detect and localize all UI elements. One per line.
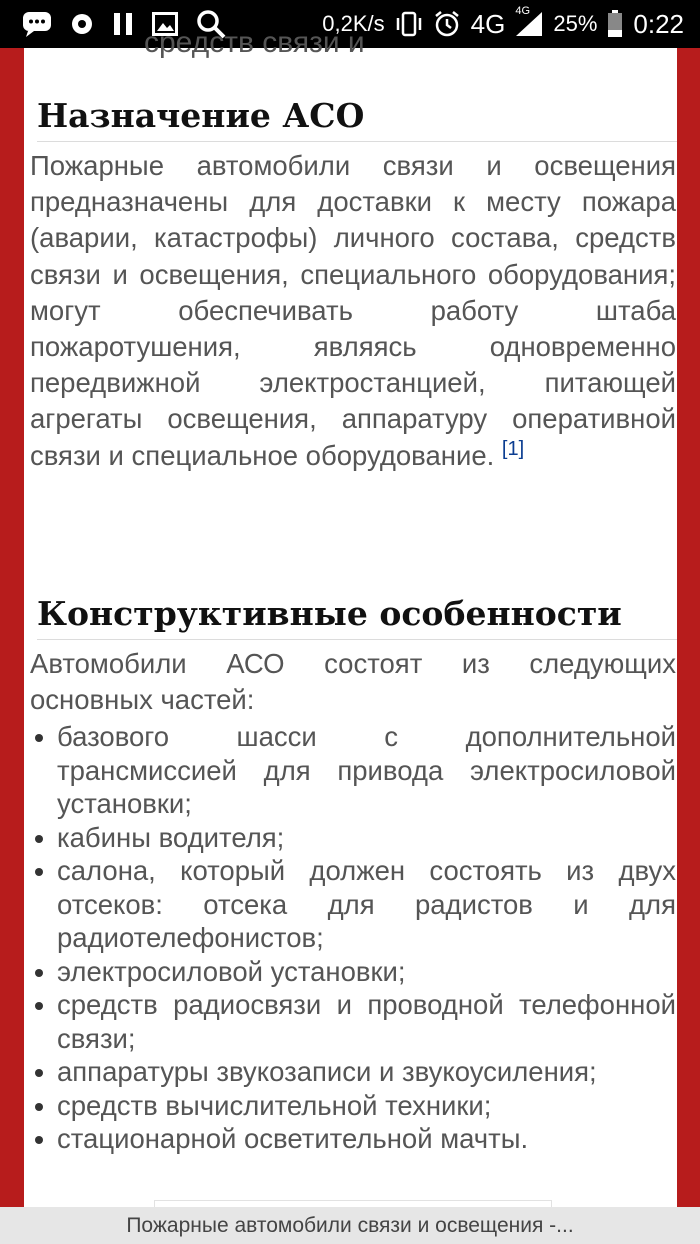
reference-link[interactable]: [1] [501, 437, 525, 460]
purpose-text: Пожарные автомобили связи и освещения предназначены для доставки к месту пожара (аварии, катастрофы) личного состава, средств связи и освещения, специального оборудования; могут обеспечивать работу штаба пожаротушения, являясь одновременно передвижной электростанцией, питающей агрегаты освещения, аппаратуру оперативной связи и специальное оборудование. [30, 150, 676, 471]
network-type-small: 4G [515, 5, 531, 17]
network-type: 4G [470, 8, 506, 39]
list-item: стационарной осветительной мачты. [30, 1122, 676, 1156]
previous-text-cut [24, 26, 677, 59]
list-item: кабины водителя; [30, 821, 676, 855]
list-item: аппаратуры звукозаписи и звукоусиления; [30, 1055, 676, 1089]
record-icon [70, 12, 94, 36]
design-parts-list [30, 720, 676, 1156]
section-title-design: Конструктивные особенности [37, 594, 677, 640]
messages-icon [22, 11, 52, 37]
data-speed: 0,2K/s [322, 11, 385, 36]
list-item: средств радиосвязи и проводной телефонной связи; [30, 988, 676, 1055]
cut-text: средств связи и [144, 26, 365, 59]
design-intro: Автомобили АСО состоят из следующих основных частей: [30, 648, 676, 716]
page-title-bar[interactable]: Пожарные автомобили связи и освещения -... [0, 1207, 700, 1244]
list-item: салона, который должен состоять из двух отсеков: отсека для радистов и для радиотелефонистов; [30, 854, 676, 955]
list-item: средств вычислительной техники; [30, 1089, 676, 1123]
pause-icon [112, 12, 134, 36]
alarm-icon [433, 10, 461, 38]
battery-icon [607, 10, 623, 38]
clock: 0:22 [633, 8, 684, 39]
section-purpose-text [30, 148, 676, 474]
battery-percent: 25% [553, 11, 598, 36]
vibrate-icon [395, 11, 423, 37]
list-item: базового шасси с дополнительной трансмиссией для привода электросиловой установки; [30, 720, 676, 821]
signal-icon [515, 5, 543, 37]
section-title-purpose: Назначение АСО [37, 96, 677, 142]
article-content [24, 26, 677, 1208]
list-item: электросиловой установки; [30, 955, 676, 989]
